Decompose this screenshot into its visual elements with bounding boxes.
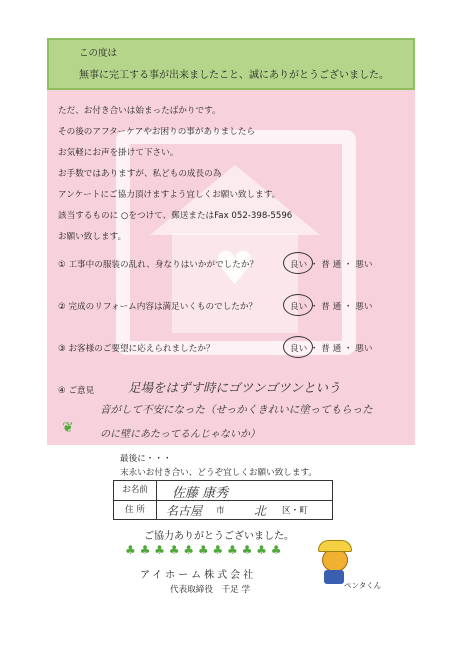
company-name: アイホーム株式会社 [140, 570, 257, 581]
opinion-heading [58, 384, 94, 396]
vine-decoration-icon: ❦ [62, 420, 74, 436]
customer-info-table [113, 480, 333, 520]
closing-line-2: 末永いお付き合い、どうぞ宜しくお願い致します。 [120, 468, 317, 478]
header-line2: 無事に完工する事が出来ましたこと、誠にありがとうございました。 [79, 70, 389, 81]
address-label: 住 所 [114, 501, 157, 520]
address-city-value: 名古屋 [166, 504, 203, 518]
header-line1: この度は [79, 48, 118, 59]
clover-row-icon: ♣ ♣ ♣ ♣ ♣ ♣ ♣ ♣ ♣ ♣ ♣ [125, 543, 282, 557]
question-1-options: 良い ・ 普 通 ・ 悪い [290, 260, 373, 270]
question-3-selected-circle [283, 336, 313, 358]
opinion-handwritten-line-3: のに壁にあたってるんじゃないか） [100, 429, 260, 440]
name-label: お名前 [114, 481, 157, 500]
mascot-body-icon [324, 570, 344, 584]
intro-line-7: お願い致します。 [58, 232, 127, 242]
intro-line-3: お気軽にお声を掛けて下さい。 [58, 148, 179, 158]
question-2-text: 完成のリフォーム内容は満足いくものでしたか？ [68, 302, 258, 312]
opinion-handwritten-line-2: 音がして不安になった（せっかくきれいに塗ってもらった [100, 404, 373, 416]
ward-suffix: 区・町 [282, 506, 308, 516]
question-1 [58, 258, 258, 270]
mascot-hat-icon [318, 540, 352, 552]
intro-line-6: 該当するものに ○をつけて、郵送またはFax 052-398-5596 [58, 211, 293, 221]
opinion-number: ④ [58, 386, 66, 396]
question-1-number: ① [58, 260, 66, 270]
question-3 [58, 342, 215, 354]
intro-line-4: お手数ではありますが、私どもの成長の為 [58, 169, 222, 179]
question-2-number: ② [58, 302, 66, 312]
name-value: 佐藤 康秀 [172, 486, 229, 501]
question-1-text: 工事中の服装の乱れ、身なりはいかがでしたか？ [68, 260, 259, 270]
opinion-handwritten-line-1: 足場をはずす時にゴツンゴツンという [128, 380, 341, 395]
question-2 [58, 300, 257, 312]
address-row [114, 500, 332, 520]
representative: 代表取締役 千足 学 [170, 585, 251, 595]
thanks-message: ご協力ありがとうございました。 [144, 531, 294, 542]
question-3-options: 良い ・ 普 通 ・ 悪い [290, 344, 373, 354]
closing-line-1: 最後に・・・ [120, 454, 172, 464]
name-row [114, 481, 332, 500]
intro-line-2: その後のアフターケアやお困りの事がありましたら [58, 127, 256, 137]
question-2-selected-circle [283, 294, 313, 316]
heart-icon: ♥ [214, 241, 256, 295]
header-banner [47, 38, 415, 90]
address-ward-value: 北 [254, 504, 267, 518]
question-3-number: ③ [58, 344, 66, 354]
intro-line-5: アンケートにご協力頂けますよう宜しくお願い致します。 [58, 190, 281, 200]
city-suffix: 市 [216, 506, 225, 516]
intro-line-1: ただ、お付き合いは始まったばかりです。 [58, 106, 221, 116]
question-2-options: 良い ・ 普 通 ・ 悪い [290, 302, 373, 312]
question-1-selected-circle [283, 252, 313, 274]
opinion-label: ご意見 [68, 386, 95, 396]
question-3-text: お客様のご要望に応えられましたか？ [68, 344, 215, 354]
mascot-label: ペンタくん [344, 581, 382, 590]
